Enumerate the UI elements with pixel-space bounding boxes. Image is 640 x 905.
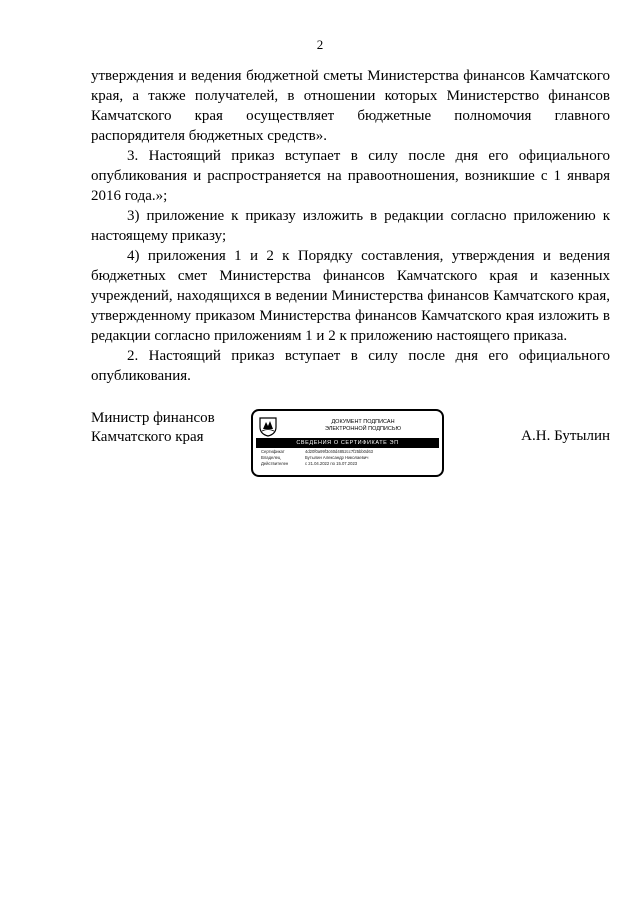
paragraph-entry-into-force: 2. Настоящий приказ вступает в силу после дня его официального опубликования. [91, 348, 610, 384]
paragraph-continuation: утверждения и ведения бюджетной сметы Министерства финансов Камчатского края, а также получателей, в отношении которых Министерство финансов Камчатского края осуществляет бюджетные полномочия главного распорядителя бюджетных средств». [91, 68, 610, 144]
signatory-title [91, 409, 215, 447]
stamp-details [261, 449, 439, 467]
stamp-row-owner: Владелец Бутылин Александр Николаевич [261, 455, 369, 460]
signatory-title-line1: Министр финансов [91, 410, 215, 426]
signatory-title-line2: Камчатского края [91, 429, 204, 445]
stamp-certificate-band: СВЕДЕНИЯ О СЕРТИФИКАТЕ ЭП [256, 438, 439, 448]
document-body [91, 66, 610, 386]
stamp-signed-text: ДОКУМЕНТ ПОДПИСАН ЭЛЕКТРОННОЙ ПОДПИСЬЮ [324, 419, 402, 432]
stamp-row-certificate: Сертификат 4d20f0a99f3c60d4852cc7f25bb0d63 [261, 449, 373, 454]
paragraph-item-3: 3) приложение к приказу изложить в редакции согласно приложению к настоящему приказу; [91, 208, 610, 244]
paragraph-effective-date: 3. Настоящий приказ вступает в силу после дня его официального опубликования и распространяется на правоотношения, возникшие с 1 января 2016 года.»; [91, 148, 610, 204]
coat-of-arms-icon [258, 415, 278, 437]
signatory-name: А.Н. Бутылин [521, 428, 610, 444]
electronic-signature-stamp [251, 409, 444, 477]
stamp-row-valid: Действителен с 21.04.2022 по 15.07.2023 [261, 461, 358, 466]
page-number: 2 [316, 37, 324, 52]
paragraph-item-4: 4) приложения 1 и 2 к Порядку составления, утверждения и ведения бюджетных смет Министерства финансов Камчатского края и казенных учреждений, находящихся в ведении Министерства финансов Камчатского края, утвержденному приказом Министерства финансов Камчатского края изложить в редакции согласно приложениям 1 и 2 к приложению настоящего приказа. [91, 248, 610, 344]
